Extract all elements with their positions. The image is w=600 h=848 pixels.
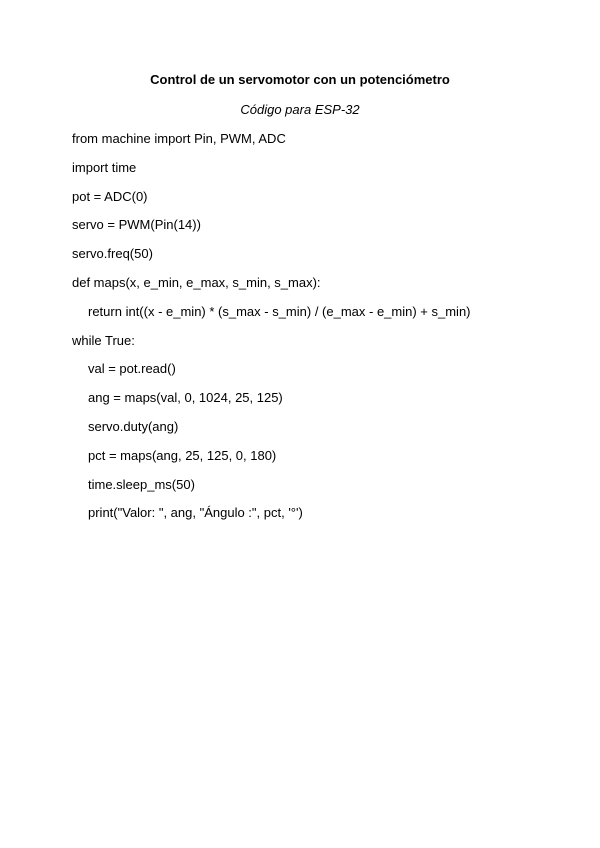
code-line: servo.freq(50) bbox=[72, 246, 153, 262]
code-line: import time bbox=[72, 159, 137, 175]
code-line: return int((x - e_min) * (s_max - s_min) / (e_max - e_min) + s_min) bbox=[88, 303, 471, 319]
document-title: Control de un servomotor con un potenciómetro bbox=[150, 72, 450, 87]
code-line: val = pot.read() bbox=[88, 361, 176, 377]
code-line: servo.duty(ang) bbox=[88, 418, 179, 434]
code-line: print("Valor: ", ang, "Ángulo :", pct, '°') bbox=[88, 505, 303, 521]
code-line: time.sleep_ms(50) bbox=[88, 476, 195, 492]
code-line: pct = maps(ang, 25, 125, 0, 180) bbox=[88, 447, 277, 463]
code-line: from machine import Pin, PWM, ADC bbox=[72, 131, 286, 146]
code-line: def maps(x, e_min, e_max, s_min, s_max): bbox=[72, 274, 321, 290]
code-line: ang = maps(val, 0, 1024, 25, 125) bbox=[88, 390, 283, 406]
code-line: while True: bbox=[72, 332, 135, 348]
document-subtitle: Código para ESP-32 bbox=[240, 102, 360, 117]
code-block bbox=[72, 131, 572, 534]
code-line: pot = ADC(0) bbox=[72, 188, 148, 204]
code-line: servo = PWM(Pin(14)) bbox=[72, 217, 201, 233]
